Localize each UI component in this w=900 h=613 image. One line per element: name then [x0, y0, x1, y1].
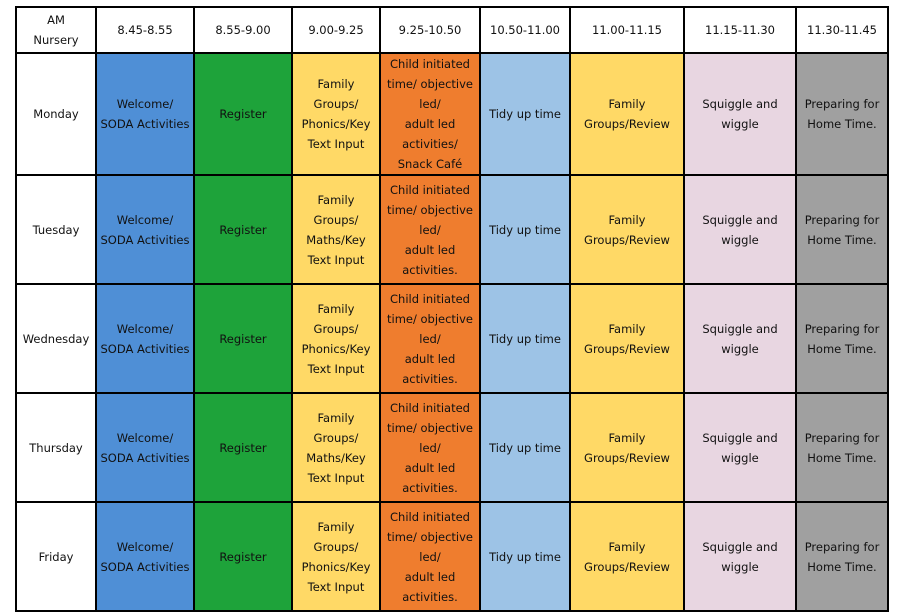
cell-text-line: Home Time. [807, 117, 877, 131]
cell-text-line: Text Input [307, 579, 365, 594]
cell-text-line: Preparing for [804, 97, 880, 111]
cell-text-line: Welcome/ [116, 321, 174, 336]
cell-text-line: Text Input [307, 470, 365, 485]
cell-text-line: adult led activities. [402, 460, 458, 495]
home-time-cell [796, 175, 888, 284]
home-time-cell [796, 393, 888, 502]
review-cell: Family Groups/Review [570, 393, 684, 502]
squiggle-cell: Squiggle and wiggle [684, 502, 796, 611]
welcome-cell [96, 502, 194, 611]
cell-text-line: Maths/Key [306, 232, 366, 247]
cell-text-line: Welcome/ [116, 430, 174, 445]
cell-text-line: Family Groups/ [313, 301, 359, 336]
day-label: Friday [16, 502, 96, 611]
cell-text-line: SODA Activities [100, 117, 190, 131]
time-header: 9.00-9.25 [292, 7, 380, 53]
welcome-cell [96, 175, 194, 284]
corner-label-line: Nursery [33, 33, 79, 47]
cell-text-line: Maths/Key [306, 450, 366, 465]
table-row [16, 393, 888, 502]
tidy-up-cell: Tidy up time [480, 502, 570, 611]
welcome-cell [96, 284, 194, 393]
child-initiated-cell [380, 393, 480, 502]
family-groups-cell [292, 502, 380, 611]
cell-text-line: time/ objective led/ [386, 77, 474, 111]
cell-text-line: adult led activities. [402, 242, 458, 277]
cell-text-line: Child initiated [390, 509, 470, 524]
cell-text-line: Child initiated [390, 291, 470, 306]
cell-text-line: Preparing for [804, 430, 880, 445]
welcome-cell [96, 393, 194, 502]
day-label: Tuesday [16, 175, 96, 284]
cell-text-line: Preparing for [804, 321, 880, 336]
child-initiated-cell [380, 53, 480, 175]
day-label: Wednesday [16, 284, 96, 393]
register-cell: Register [194, 393, 292, 502]
cell-text-line: Preparing for [804, 539, 880, 554]
child-initiated-cell [380, 502, 480, 611]
header-row [16, 7, 888, 53]
cell-text-line: Home Time. [807, 232, 877, 247]
cell-text-line: Welcome/ [116, 97, 174, 111]
cell-text-line: time/ objective led/ [386, 202, 474, 237]
day-rows [16, 53, 888, 611]
table-row [16, 502, 888, 611]
cell-text-line: Welcome/ [116, 212, 174, 227]
welcome-cell [96, 53, 194, 175]
cell-text-line: Child initiated [390, 400, 470, 415]
review-cell: Family Groups/Review [570, 284, 684, 393]
cell-text-line: Text Input [307, 361, 365, 376]
family-groups-cell [292, 284, 380, 393]
squiggle-cell: Squiggle and wiggle [684, 393, 796, 502]
cell-text-line: SODA Activities [100, 232, 190, 247]
review-cell: Family Groups/Review [570, 175, 684, 284]
cell-text-line: adult led activities/ [402, 117, 458, 151]
cell-text-line: Family Groups/ [313, 410, 359, 445]
squiggle-cell: Squiggle and wiggle [684, 284, 796, 393]
corner-label-line: AM [47, 13, 65, 27]
table-row [16, 175, 888, 284]
cell-text-line: Family Groups/ [313, 192, 359, 227]
cell-text-line: time/ objective led/ [386, 311, 474, 346]
cell-text-line: SODA Activities [100, 341, 190, 356]
home-time-cell [796, 502, 888, 611]
tidy-up-cell: Tidy up time [480, 393, 570, 502]
time-header: 8.45-8.55 [96, 7, 194, 53]
tidy-up-cell: Tidy up time [480, 53, 570, 175]
cell-text-line: Family Groups/ [313, 519, 359, 554]
cell-text-line: adult led activities. [402, 569, 458, 604]
review-cell: Family Groups/Review [570, 502, 684, 611]
cell-text-line: Home Time. [807, 559, 877, 574]
register-cell: Register [194, 284, 292, 393]
review-cell: Family Groups/Review [570, 53, 684, 175]
cell-text-line: Child initiated [390, 182, 470, 197]
register-cell: Register [194, 502, 292, 611]
cell-text-line: adult led activities. [402, 351, 458, 386]
cell-text-line: time/ objective led/ [386, 529, 474, 564]
cell-text-line: Preparing for [804, 212, 880, 227]
tidy-up-cell: Tidy up time [480, 284, 570, 393]
time-header: 11.00-11.15 [570, 7, 684, 53]
child-initiated-cell [380, 284, 480, 393]
cell-text-line: Text Input [307, 137, 365, 151]
squiggle-cell: Squiggle and wiggle [684, 53, 796, 175]
family-groups-cell [292, 53, 380, 175]
timetable [15, 6, 889, 612]
child-initiated-cell [380, 175, 480, 284]
time-header: 11.15-11.30 [684, 7, 796, 53]
cell-text-line: Child initiated [390, 57, 470, 71]
cell-text-line: time/ objective led/ [386, 420, 474, 455]
cell-text-line: Phonics/Key [301, 117, 371, 131]
register-cell: Register [194, 175, 292, 284]
cell-text-line: Phonics/Key [301, 341, 371, 356]
home-time-cell [796, 284, 888, 393]
day-label: Monday [16, 53, 96, 175]
squiggle-cell: Squiggle and wiggle [684, 175, 796, 284]
time-header: 11.30-11.45 [796, 7, 888, 53]
cell-text-line: Home Time. [807, 450, 877, 465]
cell-text-line: Welcome/ [116, 539, 174, 554]
family-groups-cell [292, 393, 380, 502]
corner-cell [16, 7, 96, 53]
table-row [16, 284, 888, 393]
family-groups-cell [292, 175, 380, 284]
cell-text-line: Snack Café [397, 157, 463, 171]
register-cell: Register [194, 53, 292, 175]
home-time-cell [796, 53, 888, 175]
time-header: 8.55-9.00 [194, 7, 292, 53]
table-row [16, 53, 888, 175]
tidy-up-cell: Tidy up time [480, 175, 570, 284]
time-header: 9.25-10.50 [380, 7, 480, 53]
cell-text-line: Text Input [307, 252, 365, 267]
cell-text-line: Phonics/Key [301, 559, 371, 574]
cell-text-line: Home Time. [807, 341, 877, 356]
cell-text-line: SODA Activities [100, 559, 190, 574]
time-header: 10.50-11.00 [480, 7, 570, 53]
day-label: Thursday [16, 393, 96, 502]
cell-text-line: Family Groups/ [313, 77, 359, 111]
cell-text-line: SODA Activities [100, 450, 190, 465]
